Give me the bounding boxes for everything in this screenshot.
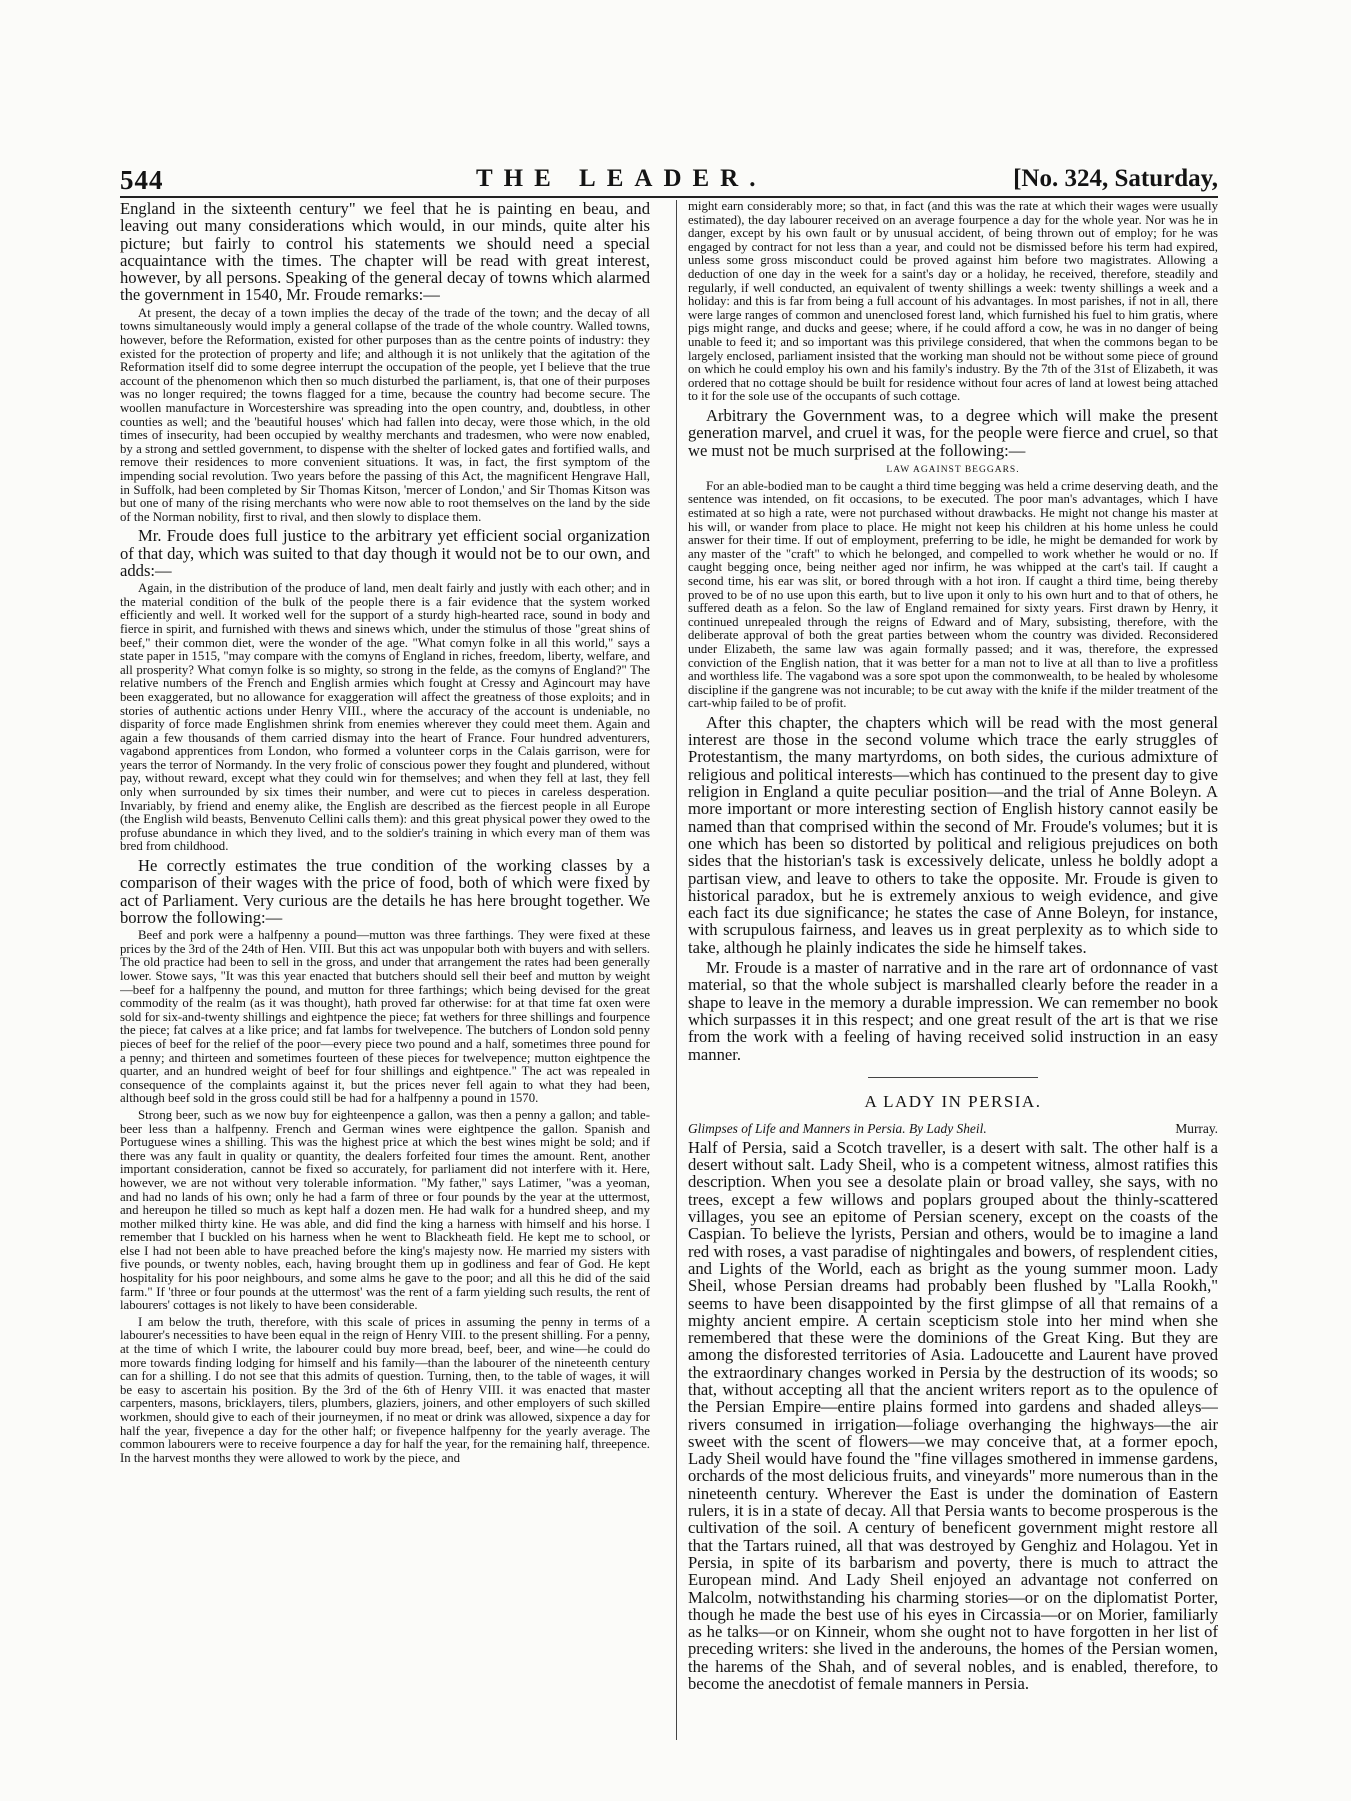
quotation: I am below the truth, therefore, with this scale of prices in assuming the penny in terms of a labourer's necessities to have been equal in the reign of Henry VIII. to the present shilling. For a penny, at the time of which I write, the labourer could buy more bread, beef, beer, and wine—he could do more towards finding lodging for himself and his family—than the labourer of the nineteenth century can for a shilling. I do not see that this admits of question. Turning, then, to the table of wages, it will be easy to ascertain his position. By the 3rd of the 6th of Henry VIII. it was enacted that master carpenters, masons, bricklayers, tilers, plumbers, glaziers, joiners, and other employers of such skilled workmen, should give to each of their journeymen, if no meat or drink was allowed, sixpence a day for half the year, fivepence a day for the other half; or fivepence halfpenny for the yearly average. The common labourers were to receive fourpence a day for half the year, for the remaining half, threepence. In the harvest months they were allowed to work by the piece, and: [120, 1314, 650, 1465]
quotation: At present, the decay of a town implies the decay of the trade of the town; and the decay of all towns simultaneously would imply a general collapse of the trade of the whole country. Walled towns, however, before the Reformation, existed for other purposes than as the centre points of industry: they existed for the protection of property and life; and although it is not unlikely that the agitation of the Reformation itself did to some degree interrupt the occupation of the people, yet I believe that the true account of the phenomenon which then so much disturbed the parliament, is, that one of their purposes was no longer required; the towns flagged for a time, because the country had become secure. The woollen manufacture in Worcestershire was spreading into the open country, and, doubtless, in other counties as well; and the 'beautiful houses' which had fallen into decay, were those which, in the old times of insecurity, had been occupied by wealthy merchants and tradesmen, who were now enabled, by a strong and settled government, to dispense with the shelter of locked gates and fortified walls, and remove their residences to more convenient situations. It was, in fact, the first symptom of the impending social revolution. Two years before the passing of this Act, the magnificent Hengrave Hall, in Suffolk, had been completed by Sir Thomas Kitson, 'mercer of London,' and Sir Thomas Kitson was but one of many of the rising merchants who were now able to root themselves on the land by the side of the Norman nobility, first to rival, and then slowly to displace them.: [120, 305, 650, 524]
masthead: [120, 165, 1218, 195]
section-title: A LADY IN PERSIA.: [864, 1091, 1042, 1111]
paragraph: Arbitrary the Government was, to a degree which will make the present generation marvel, and cruel it was, for the people were fierce and cruel, so that we must not be much surprised at the following:—: [688, 405, 1218, 460]
left-column: [120, 200, 650, 1745]
review-byline: [688, 1121, 1218, 1137]
review-title: Glimpses of Life and Manners in Persia. By Lady Sheil.: [688, 1120, 987, 1136]
paragraph: Mr. Froude does full justice to the arbitrary yet efficient social organization of that day, which was suited to that day though it would not be to our own, and adds:—: [120, 526, 650, 580]
right-column: [688, 200, 1218, 1745]
page-number: 544: [120, 165, 164, 195]
paper-title: THE LEADER.: [476, 165, 767, 192]
quotation: For an able-bodied man to be caught a third time begging was held a crime deserving death, and the sentence was intended, on fit occasions, to be executed. The poor man's advantages, which I have estimated at so high a rate, were not purchased without drawbacks. He might not change his master at his will, or wander from place to place. He might not keep his children at his home unless he could answer for their time. If out of employment, preferring to be idle, he might be demanded for work by any master of the "craft" to which he belonged, and compelled to work whether he would or no. If caught begging once, being neither aged nor infirm, he was whipped at the cart's tail. If caught a second time, his ear was slit, or bored through with a hot iron. If caught a third time, being thereby proved to be of no use upon this earth, but to live upon it only to his own hurt and to that of others, he suffered death as a felon. So the law of England remained for sixty years. First drawn by Henry, it continued unrepealed through the reigns of Edward and of Mary, subsisting, therefore, with the deliberate approval of both the great parties between whom the country was divided. Reconsidered under Elizabeth, the same law was again formally passed; and it was, therefore, the expressed conviction of the English nation, that it was better for a man not to live at all than to live a profitless and worthless life. The vagabond was a sore spot upon the commonwealth, to be healed by wholesome discipline if the gangrene was not incurable; to be cut away with the knife if the milder treatment of the cart-whip failed to be of profit.: [688, 478, 1218, 711]
quotation: Beef and pork were a halfpenny a pound—mutton was three farthings. They were fixed at these prices by the 3rd of the 24th of Hen. VIII. But this act was unpopular both with buyers and with sellers. The old practice had been to sell in the gross, and under that arrangement the rates had been generally lower. Stowe says, "It was this year enacted that butchers should sell their beef and mutton by weight—beef for a halfpenny the pound, and mutton for three farthings; which being devised for the great commodity of the realm (as it was thought), hath proved far otherwise: for at that time fat oxen were sold for six-and-twenty shillings and eightpence the piece; fat wethers for three shillings and fourpence the piece; fat calves at a like price; and fat lambs for twelvepence. The butchers of London sold penny pieces of beef for the relief of the poor—every piece two pound and a half, sometimes three pound for a penny; and thirteen and sometimes fourteen of these pieces for twelvepence; mutton eightpence the quarter, and an hundred weight of beef for four shillings and eightpence." The act was repealed in consequence of the complaints against it, but the prices never fell again to what they had been, although beef sold in the gross could still be had for a halfpenny a pound in 1570.: [120, 928, 650, 1106]
review-publisher: Murray.: [1175, 1120, 1218, 1136]
quotation: might earn considerably more; so that, in fact (and this was the rate at which their wages were usually estimated), the day labourer received on an average fourpence a day for the whole year. Nor was he in danger, except by his own fault or by unusual accident, of being thrown out of employ; for he was engaged by contract for not less than a year, and could not be dismissed before his term had expired, unless some gross misconduct could be proved against him before two magistrates. Allowing a deduction of one day in the week for a saint's day or a holiday, he received, therefore, steadily and regularly, if well conducted, an equivalent of twenty shillings a week: twenty shillings a week and a holiday: and this is far from being a full account of his advantages. In most parishes, if not in all, there were large ranges of common and unenclosed forest land, which furnished his fuel to him gratis, where pigs might range, and ducks and geese; where, if he could afford a cow, he was in no danger of being unable to feed it; and so important was this privilege considered, that when the commons began to be largely enclosed, parliament insisted that the working man should not be without some piece of ground on which he could employ his own and his family's industry. By the 7th of the 31st of Elizabeth, it was ordered that no cottage should be built for residence without four acres of land at lowest being attached to it for the sole use of the occupants of such cottage.: [688, 200, 1218, 404]
quotation: Again, in the distribution of the produce of land, men dealt fairly and justly with each other; and in the material condition of the bulk of the people there is a fair evidence that the system worked efficiently and well. It worked well for the support of a sturdy high-hearted race, sound in body and fierce in spirit, and furnished with thews and sinews which, under the stimulus of those "great shins of beef," their common diet, were the wonder of the age. "What comyn folke in all this world," says a state paper in 1515, "may compare with the comyns of England in riches, freedom, liberty, welfare, and all prosperity? What comyn folke is so mighty, so strong in the felde, as the comyns of England?" The relative numbers of the French and English armies which fought at Cressy and Agincourt may have been exaggerated, but no allowance for exaggeration will affect the greatness of those exploits; and in stories of authentic actions under Henry VIII., where the accuracy of the account is undeniable, no disparity of force made Englishmen shrink from enemies wherever they could meet them. Again and again a few thousands of them carried dismay into the heart of France. Four hundred adventurers, vagabond apprentices from London, who formed a volunteer corps in the Calais garrison, were for years the terror of Normandy. In the very frolic of conscious power they fought and plundered, without pay, without reward, except what they could win for themselves; and when they fell at last, they fell only when surrounded by six times their number, and were cut to pieces in careless desperation. Invariably, by friend and enemy alike, the English are described as the fiercest people in all Europe (the English wild beasts, Benvenuto Cellini calls them): and this great physical power they owed to the profuse abundance in which they lived, and to the soldier's training in which every man of them was bred from childhood.: [120, 581, 650, 854]
section-divider: [868, 1077, 1038, 1078]
paragraph: England in the sixteenth century" we feel that he is painting en beau, and leaving out many considerations which would, in our minds, quite alter his picture; but fairly to control his statements we should need a special acquaintance with the times. The chapter will be read with great interest, however, by all persons. Speaking of the general decay of towns which alarmed the government in 1540, Mr. Froude remarks:—: [120, 200, 650, 305]
paragraph: Half of Persia, said a Scotch traveller, is a desert with salt. The other half is a desert without salt. Lady Sheil, who is a competent witness, almost ratifies this description. When you see a desolate plain or broad valley, she says, with no trees, except a few willows and poplars grouped about the thinly-scattered villages, you see an epitome of Persian scenery, except on the coasts of the Caspian. To believe the lyrists, Persian and others, would be to imagine a land red with roses, a vast paradise of nightingales and bowers, of resplendent cities, and Lights of the World, each as bright as the young summer moon. Lady Sheil, whose Persian dreams had probably been flushed by "Lalla Rookh," seems to have been disappointed by the first glimpse of all that remains of a mighty ancient empire. A certain scepticism stole into her mind when she remembered that these were the dominions of the Great King. But they are among the disforested territories of Asia. Ladoucette and Laurent have proved the extraordinary changes worked in Persia by the destruction of its woods; so that, without accepting all that the ancient writers report as to the opulence of the Persian Empire—entire plains formed into gardens and shaded alleys—rivers consumed in irrigation—foliage overhanging the highways—the air sweet with the scent of flowers—we may conceive that, at a former epoch, Lady Sheil would have found the "fine villages smothered in immense gardens, orchards of the most delicious fruits, and vineyards" more numerous than in the nineteenth century. Wherever the East is under the domination of Eastern rulers, it is in a state of decay. All that Persia wants to become prosperous is the cultivation of the soil. A century of beneficent government might restore all that the Tartars ruined, all that was destroyed by Genghiz and Holagou. Yet in Persia, in spite of its barbarism and poverty, there is much to attract the European mind. And Lady Sheil enjoyed an advantage not conferred on Malcolm, notwithstanding his charming stories—or on the diplomatist Porter, though he made the best use of his eyes in Circassia—or on Morier, familiarly as he talks—or on Kinneir, whom she ought not to have forgotten in her list of preceding writers: she lived in the anderouns, the homes of the Persian women, the harems of the Shah, and of several nobles, and is enabled, therefore, to become the anecdotist of female manners in Persia.: [688, 1137, 1218, 1694]
column-divider: [676, 200, 677, 1740]
paragraph: After this chapter, the chapters which will be read with the most general interest are those in the second volume which trace the early struggles of Protestantism, the many martyrdoms, on both sides, the curious admixture of religious and political interests—which has continued to the present day to give religion in England a quite peculiar position—and the trial of Anne Boleyn. A more important or more interesting section of English history cannot easily be named than that comprised within the second of Mr. Froude's volumes; but it is one which has been so distorted by political and religious prejudices on both sides that the historian's task is excessively delicate, unless he boldly adopt a partisan view, and leave to others to take the opposite. Mr. Froude is given to historical paradox, but he is extremely anxious to weigh evidence, and give each fact its due significance; he states the case of Anne Boleyn, for instance, with scrupulous fairness, and leaves us in great perplexity as to which side to take, although he plainly indicates the side he himself takes.: [688, 712, 1218, 957]
header-rule: [120, 196, 1218, 198]
paragraph: Mr. Froude is a master of narrative and in the rare art of ordonnance of vast material, so that the whole subject is marshalled clearly before the reader in a shape to leave in the memory a durable impression. We can remember no book which surpasses it in this respect; and one great result of the art is that we rise from the work with a feeling of having received solid instruction in an easy manner.: [688, 958, 1218, 1064]
subheading: LAW AGAINST BEGGARS.: [886, 464, 1020, 475]
paragraph: He correctly estimates the true condition of the working classes by a comparison of their wages with the price of food, both of which were fixed by act of Parliament. Very curious are the details he has here brought together. We borrow the following:—: [120, 856, 650, 927]
issue-info: [No. 324, Saturday,: [1013, 165, 1218, 192]
quotation: Strong beer, such as we now buy for eighteenpence a gallon, was then a penny a gallon; and table-beer less than a halfpenny. French and German wines were eightpence the gallon. Spanish and Portuguese wines a shilling. This was the highest price at which the best wines might be sold; and if there was any fault in quality or quantity, the dealers forfeited four times the amount. Rent, another important consideration, cannot be fixed so accurately, for parliament did not interfere with it. Here, however, we are not without very tolerable information. "My father," says Latimer, "was a yeoman, and had no lands of his own; only he had a farm of three or four pounds by the year at the uttermost, and hereupon he tilled so much as kept half a dozen men. He had walk for a hundred sheep, and my mother milked thirty kine. He was able, and did find the king a harness with himself and his horse. I remember that I buckled on his harness when he went to Blackheath field. He kept me to school, or else I had not been able to have preached before the king's majesty now. He married my sisters with five pounds, or twenty nobles, each, having brought them up in godliness and fear of God. He kept hospitality for his poor neighbours, and some alms he gave to the poor; and all this he did of the said farm." If 'three or four pounds at the uttermost' was the rent of a farm yielding such results, the rent of labourers' cottages is not likely to have been considerable.: [120, 1107, 650, 1313]
